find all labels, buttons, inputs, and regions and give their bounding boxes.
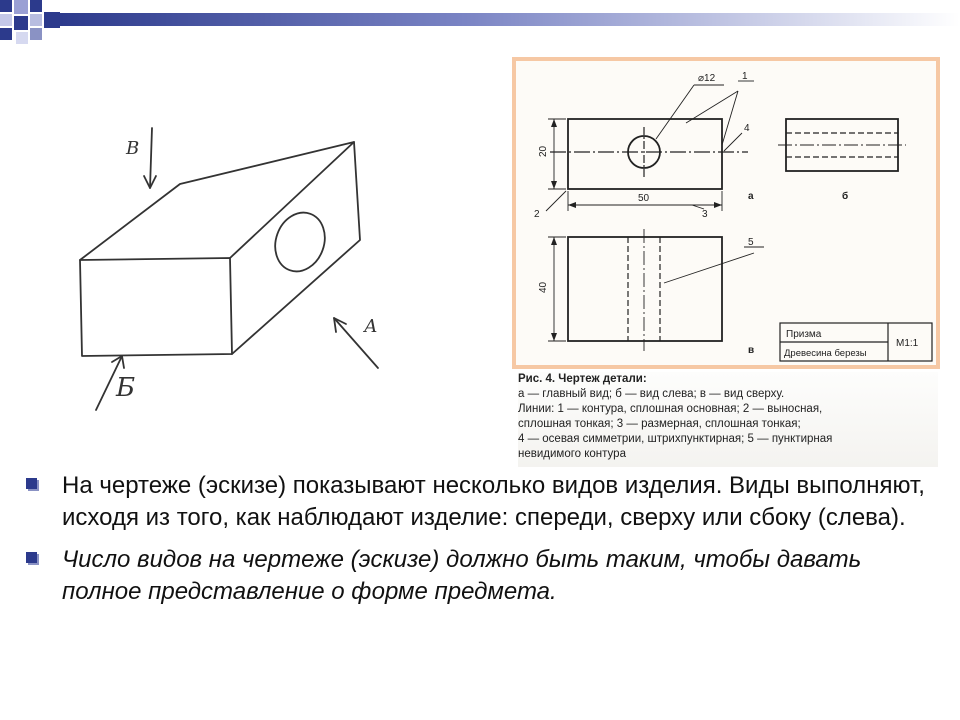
sketch-label-b: В: [126, 138, 140, 159]
deco-square: [0, 14, 12, 26]
view-v-label: в: [748, 345, 755, 356]
leader-4-label: 4: [744, 123, 750, 134]
leader-3-label: 3: [702, 209, 708, 220]
arrowhead: [714, 202, 722, 208]
top-view-outline: [568, 237, 722, 341]
dim-40-label: 40: [538, 281, 549, 293]
deco-square: [30, 14, 42, 26]
view-a-label: а: [748, 191, 754, 202]
technical-drawing: [516, 61, 936, 365]
caption-line: Линии: 1 — контура, сплошная основная; 2 — выносная,: [518, 403, 823, 415]
title-block-scale: М1:1: [896, 338, 919, 349]
leader-2-label: 2: [534, 209, 540, 220]
arrowhead: [551, 119, 557, 127]
dim-diameter-label: ⌀12: [698, 73, 716, 84]
bullet-marker: [26, 552, 37, 563]
caption-line: сплошная тонкая; 3 — размерная, сплошная тонкая;: [518, 418, 801, 430]
figure-caption: [518, 372, 938, 467]
diameter-leader: [656, 85, 694, 139]
sketch-arrow-b: [150, 128, 152, 188]
prism-sketch: [60, 100, 400, 430]
bullet-text: На чертеже (эскизе) показывают несколько видов изделия. Виды выполняют, исходя из того, как наблюдают изделие: спереди, сверху или сбоку (слева).: [62, 472, 925, 531]
caption-line: невидимого контура: [518, 448, 626, 460]
caption-line: а — главный вид; б — вид слева; в — вид сверху.: [518, 388, 785, 400]
sketch-label-a: А: [364, 316, 378, 337]
leader-2: [546, 191, 566, 211]
sketch-label-bottom: Б: [116, 373, 136, 403]
deco-square: [0, 28, 12, 40]
caption-line: 4 — осевая симметрии, штрихпунктирная; 5 — пунктирная: [518, 433, 833, 445]
bullet-list: [22, 470, 942, 618]
technical-drawing-frame: [512, 57, 940, 369]
title-block-material: Древесина березы: [784, 348, 867, 359]
deco-square: [16, 32, 28, 44]
front-view-outline: [568, 119, 722, 189]
leader-5: [664, 253, 754, 283]
leader-1-label: 1: [742, 71, 748, 82]
deco-square: [14, 0, 28, 14]
deco-square: [44, 12, 60, 28]
deco-square: [30, 28, 42, 40]
deco-square: [14, 16, 28, 30]
bullet-text: Число видов на чертеже (эскизе) должно быть таким, чтобы давать полное представление о форме предмета.: [62, 546, 862, 605]
bullet-item: [22, 544, 942, 608]
top-gradient-band: [60, 13, 960, 26]
arrowhead: [551, 237, 557, 245]
arrowhead: [551, 181, 557, 189]
arrowhead: [551, 333, 557, 341]
deco-square: [0, 0, 12, 12]
sketch-hole: [267, 206, 333, 279]
leader-4: [724, 133, 742, 151]
deco-square: [30, 0, 42, 12]
arrowhead: [568, 202, 576, 208]
dim-20-label: 20: [538, 145, 549, 157]
bullet-marker: [26, 478, 37, 489]
caption-title: Рис. 4. Чертеж детали:: [518, 373, 647, 385]
view-b-label: б: [842, 191, 849, 202]
slide-decoration: [0, 0, 960, 60]
bullet-item: [22, 470, 942, 534]
dim-50-label: 50: [638, 193, 650, 204]
leader-5-label: 5: [748, 237, 754, 248]
title-block-name: Призма: [786, 329, 822, 340]
sketch-front-face: [80, 258, 232, 356]
sketch-top-face: [80, 142, 354, 260]
